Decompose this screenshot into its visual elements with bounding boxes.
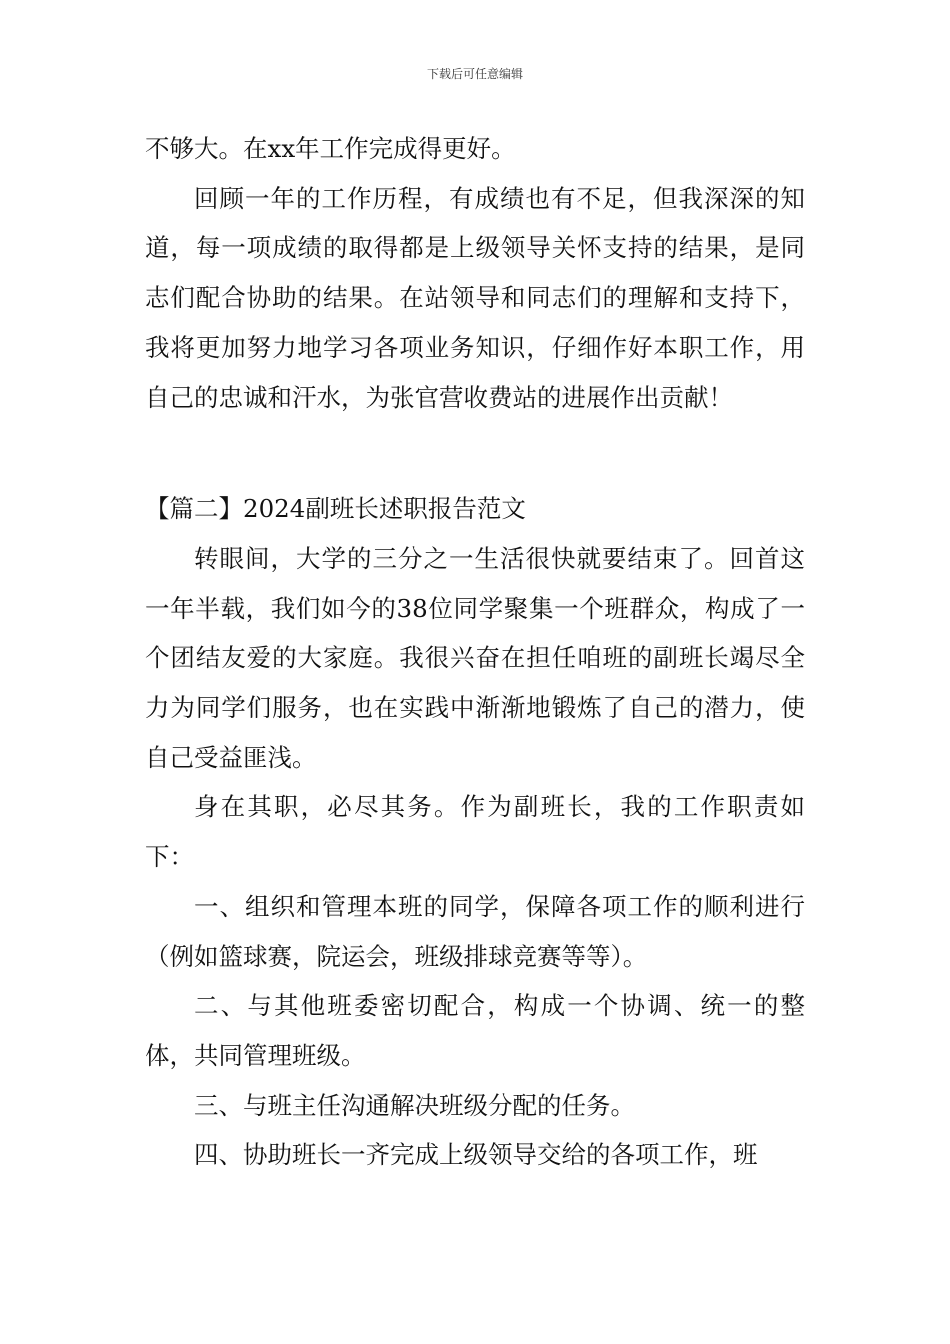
paragraph-duties-intro: 身在其职，必尽其务。作为副班长，我的工作职责如下：	[145, 792, 805, 872]
paragraph-duty-4: 四、协助班长一齐完成上级领导交给的各项工作，班	[194, 1140, 758, 1170]
paragraph-intro: 转眼间，大学的三分之一生活很快就要结束了。回首这一年半载，我们如今的38位同学聚集一个班群众，构成了一个团结友爱的大家庭。我很兴奋在担任咱班的副班长竭尽全力为同学们服务，也在实践中渐渐地锻炼了自己的潜力，使自己受益匪浅。	[145, 543, 805, 772]
paragraph-duty-2: 二、与其他班委密切配合，构成一个协调、统一的整体，共同管理班级。	[145, 991, 805, 1070]
paragraph-review: 回顾一年的工作历程，有成绩也有不足，但我深深的知道，每一项成绩的取得都是上级领导关怀支持的结果，是同志们配合协助的结果。在站领导和同志们的理解和支持下，我将更加努力地学习各项业务知识，仔细作好本职工作，用自己的忠诚和汗水，为张官营收费站的进展作出贡献！	[145, 183, 805, 412]
paragraph-continuation: 不够大。在xx年工作完成得更好。	[145, 134, 516, 163]
paragraph-duty-3: 三、与班主任沟通解决班级分配的任务。	[194, 1090, 635, 1120]
page-header: 下载后可任意编辑	[426, 67, 523, 81]
document-body	[145, 124, 805, 1180]
paragraph-duty-1: 一、组织和管理本班的同学，保障各项工作的顺利进行（例如篮球赛，院运会，班级排球竞赛等等）。	[145, 891, 805, 971]
section-heading: 【篇二】2024副班长述职报告范文	[145, 494, 526, 524]
